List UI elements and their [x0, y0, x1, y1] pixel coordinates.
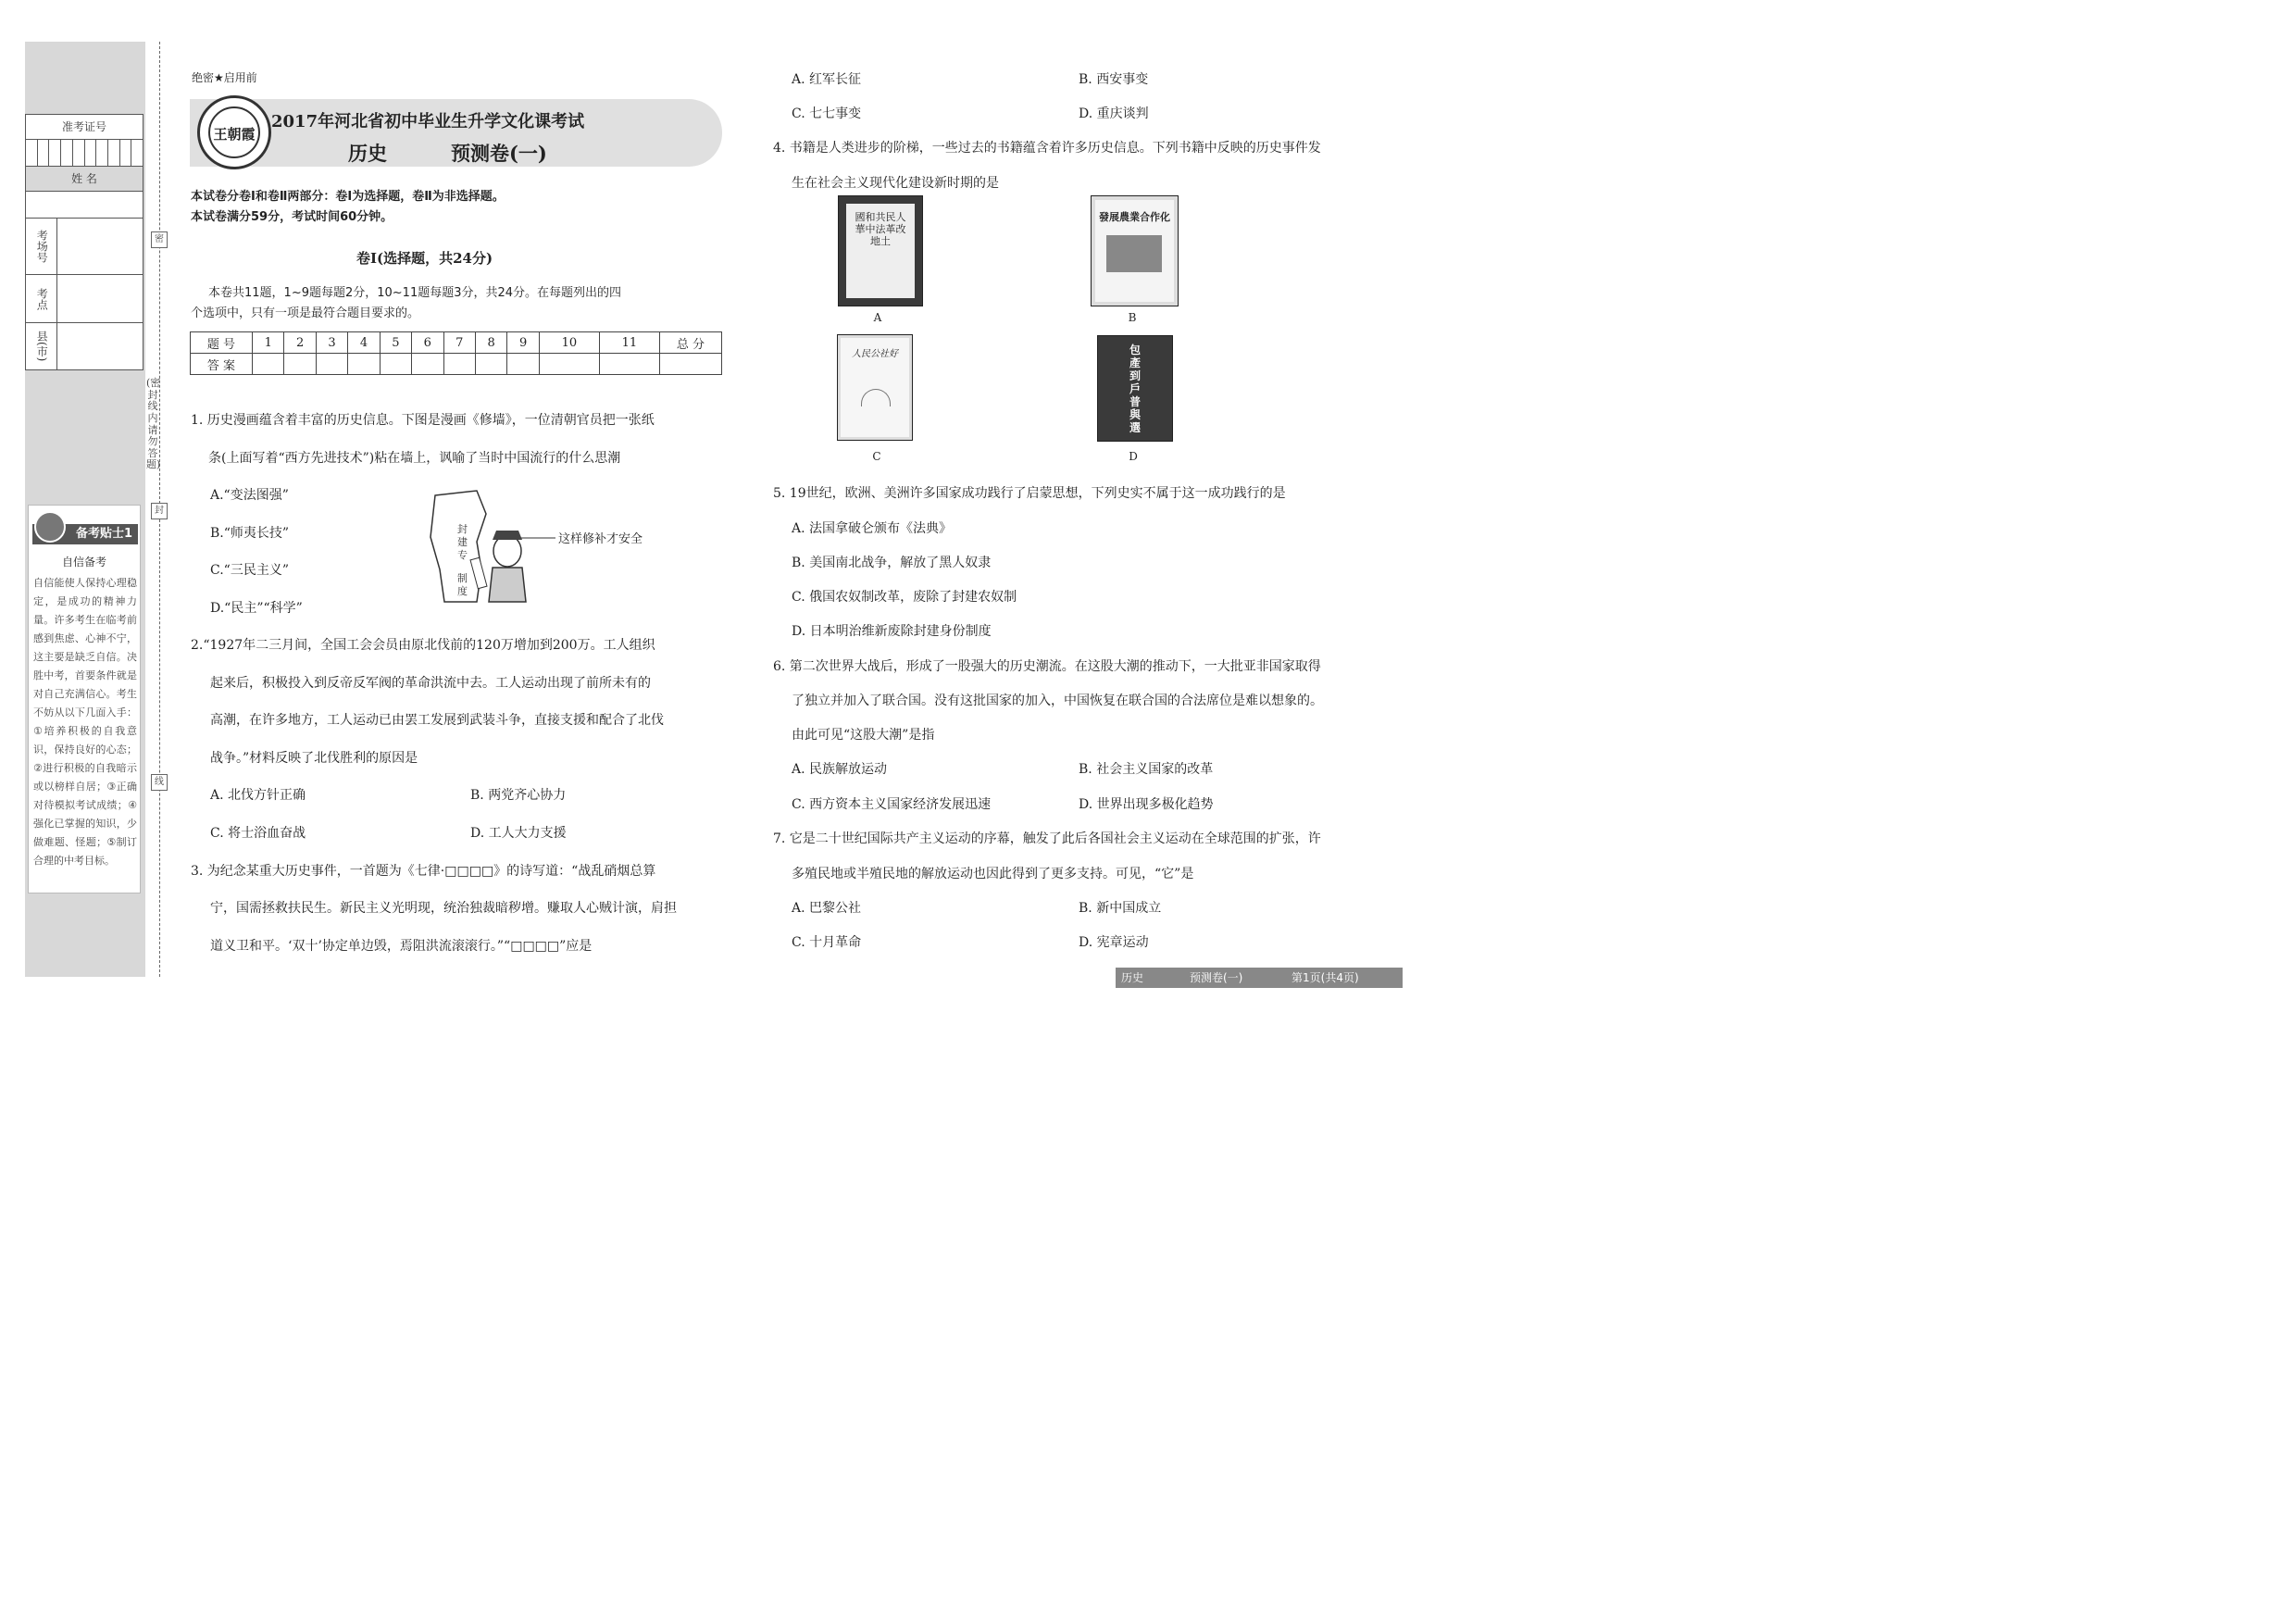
logo-text: 王朝霞 [208, 106, 260, 158]
table-header-cell: 3 [316, 332, 347, 354]
answer-cell[interactable] [412, 354, 443, 375]
tip-box [28, 505, 141, 893]
q2-stem-line-2: 起来后，积极投入到反帝反军阀的革命洪流中去。工人运动出现了前所未有的 [210, 676, 651, 691]
table-header-cell: 11 [599, 332, 659, 354]
answer-row-label: 答 案 [191, 354, 253, 375]
q6-stem-line-3: 由此可见“这股大潮”是指 [792, 728, 935, 743]
exam-point-label: 考点 [26, 275, 57, 322]
q5-stem: 5. 19世纪，欧洲、美洲许多国家成功践行了启蒙思想，下列史实不属于这一成功践行的是 [773, 486, 1286, 501]
footer-page: 第1页(共4页) [1292, 971, 1359, 984]
book-b-cover-title: 發展農業合作化 [1099, 211, 1170, 223]
answer-cell[interactable] [348, 354, 380, 375]
intro-line-1: 本试卷分卷Ⅰ和卷Ⅱ两部分：卷Ⅰ为选择题，卷Ⅱ为非选择题。 [191, 190, 505, 204]
table-header-cell: 8 [475, 332, 506, 354]
book-d-image[interactable] [1097, 335, 1173, 442]
book-b-label: B [1128, 311, 1137, 324]
tip-banner: 备考贴士1 [32, 524, 138, 544]
book-d-label: D [1129, 450, 1138, 463]
q1-option-b[interactable]: B.“师夷长技” [210, 526, 290, 541]
q3-option-a[interactable]: A. 红军长征 [792, 72, 862, 87]
q5-option-b[interactable]: B. 美国南北战争，解放了黑人奴隶 [792, 556, 992, 570]
seal-char-mi: 密 [151, 231, 168, 248]
q6-option-c[interactable]: C. 西方资本主义国家经济发展迅速 [792, 797, 992, 812]
answer-cell[interactable] [253, 354, 284, 375]
section-title: 卷Ⅰ(选择题，共24分) [356, 250, 493, 267]
q5-option-a[interactable]: A. 法国拿破仑颁布《法典》 [792, 521, 953, 536]
table-header-cell: 1 [253, 332, 284, 354]
q3-option-b[interactable]: B. 西安事变 [1079, 72, 1149, 87]
subject-title: 历史 [348, 142, 387, 165]
answer-cell[interactable] [284, 354, 316, 375]
q2-option-d[interactable]: D. 工人大力支援 [470, 826, 567, 841]
q3-stem-line-3: 道义卫和平。‘双十’协定单边毁，焉阻洪流滚滚行。”“□□□□”应是 [210, 939, 593, 954]
exam-site-label: 考场号 [26, 219, 57, 274]
exam-site-row[interactable] [26, 219, 143, 275]
table-header-cell: 总 分 [660, 332, 722, 354]
q5-option-c[interactable]: C. 俄国农奴制改革，废除了封建农奴制 [792, 590, 1017, 605]
wall-char: 制 [457, 572, 468, 584]
secret-mark: 绝密★启用前 [192, 71, 257, 84]
seal-char-feng: 封 [151, 503, 168, 519]
id-label-row [26, 115, 143, 140]
wall-char: 建 [457, 536, 468, 548]
exam-point-row[interactable] [26, 275, 143, 323]
q6-option-b[interactable]: B. 社会主义国家的改革 [1079, 762, 1214, 777]
answer-cell[interactable] [599, 354, 659, 375]
county-label: 县(市) [26, 323, 57, 369]
q6-option-a[interactable]: A. 民族解放运动 [792, 762, 888, 777]
repair-wall-cartoon [426, 486, 667, 606]
q7-option-a[interactable]: A. 巴黎公社 [792, 901, 862, 916]
section-instruction-2: 个选项中，只有一项是最符合题目要求的。 [191, 306, 420, 320]
q3-stem-line-1: 3. 为纪念某重大历史事件，一首题为《七律·□□□□》的诗写道：“战乱硝烟总算 [191, 864, 656, 879]
q4-stem-line-2: 生在社会主义现代化建设新时期的是 [792, 176, 999, 191]
sunrise-icon [861, 389, 891, 406]
book-b-image[interactable] [1091, 195, 1179, 306]
book-c-image[interactable] [837, 334, 913, 441]
id-cells-row[interactable] [26, 140, 143, 167]
book-a-cover-title: 國和共民人華中法革改地土 [855, 211, 906, 247]
footer-paper: 预测卷(一) [1190, 971, 1243, 984]
answer-table-header-row [191, 332, 722, 354]
book-a-image[interactable] [838, 195, 923, 306]
q1-stem-line-2: 条(上面写着“西方先进技术”)粘在墙上，讽喻了当时中国流行的什么思潮 [208, 451, 621, 466]
county-row[interactable] [26, 323, 143, 369]
book-d-cover-title: 包產到戶普與選 [1129, 344, 1142, 434]
table-header-cell: 题 号 [191, 332, 253, 354]
name-field[interactable] [26, 192, 143, 219]
q7-stem-line-2: 多殖民地或半殖民地的解放运动也因此得到了更多支持。可见，“它”是 [792, 867, 1194, 881]
q6-option-d[interactable]: D. 世界出现多极化趋势 [1079, 797, 1214, 812]
book-b-photo [1106, 235, 1162, 272]
q7-option-b[interactable]: B. 新中国成立 [1079, 901, 1162, 916]
q7-option-c[interactable]: C. 十月革命 [792, 935, 862, 950]
book-c-cover-title: 人民公社好 [852, 349, 898, 359]
tip-text: 自信能使人保持心理稳定，是成功的精神力量。许多考生在临考前感到焦虑、心神不宁，这主要是缺乏自信。决胜中考，首要条件就是对自己充满信心。考生不妨从以下几面入手：①培养积极的自我意识，保持良好的心态；②进行积极的自我暗示或以榜样自居；③正确对待模拟考试成绩；④强化已掌握的知识，少做难题、怪题；⑤制订合理的中考目标。 [33, 577, 137, 867]
answer-cell[interactable] [507, 354, 539, 375]
exam-title: 2017年河北省初中毕业生升学文化课考试 [271, 112, 585, 131]
seal-note: (密封线内请勿答题) [146, 377, 161, 471]
q6-stem-line-2: 了独立并加入了联合国。没有这批国家的加入，中国恢复在联合国的合法席位是难以想象的。 [792, 694, 1323, 708]
scholar-avatar-icon [34, 511, 66, 543]
wall-char: 度 [457, 585, 468, 597]
answer-table-answer-row [191, 354, 722, 375]
seal-char-xian: 线 [151, 774, 168, 791]
cartoon-caption: 这样修补才安全 [558, 532, 643, 546]
q4-stem-line-1: 4. 书籍是人类进步的阶梯，一些过去的书籍蕴含着许多历史信息。下列书籍中反映的历史事件发 [773, 141, 1321, 156]
table-header-cell: 5 [380, 332, 411, 354]
q1-option-d[interactable]: D.“民主”“科学” [210, 601, 303, 616]
q7-stem-line-1: 7. 它是二十世纪国际共产主义运动的序幕，触发了此后各国社会主义运动在全球范围的扩张，许 [773, 831, 1321, 846]
q2-stem-line-3: 高潮，在许多地方，工人运动已由罢工发展到武装斗争，直接支援和配合了北伐 [210, 713, 664, 728]
answer-cell[interactable] [316, 354, 347, 375]
q2-stem-line-1: 2.“1927年二三月间，全国工会会员由原北伐前的120万增加到200万。工人组织 [191, 638, 655, 653]
answer-cell[interactable] [443, 354, 475, 375]
name-label-row [26, 167, 143, 192]
answer-cell[interactable] [475, 354, 506, 375]
answer-table [190, 331, 722, 375]
q5-option-d[interactable]: D. 日本明治维新废除封建身份制度 [792, 624, 992, 639]
paper-title: 预测卷(一) [451, 142, 547, 165]
answer-cell[interactable] [539, 354, 599, 375]
section-instruction-1: 本卷共11题，1~9题每题2分，10~11题每题3分，共24分。在每题列出的四 [208, 286, 622, 300]
q1-option-a[interactable]: A.“变法图强” [210, 488, 289, 503]
student-info-box [25, 114, 144, 370]
q3-option-c[interactable]: C. 七七事变 [792, 106, 862, 121]
book-c-label: C [872, 450, 881, 463]
page-footer [1116, 968, 1403, 988]
wall-char: 封 [457, 523, 468, 535]
table-header-cell: 6 [412, 332, 443, 354]
q1-option-c[interactable]: C.“三民主义” [210, 563, 289, 578]
wall-char: 专 [457, 549, 468, 561]
total-score-cell[interactable] [660, 354, 722, 375]
q2-option-c[interactable]: C. 将士浴血奋战 [210, 826, 306, 841]
tip-title: 自信备考 [61, 556, 106, 569]
q2-stem-line-4: 战争。”材料反映了北伐胜利的原因是 [210, 751, 418, 766]
q1-stem-line-1: 1. 历史漫画蕴含着丰富的历史信息。下图是漫画《修墙》，一位清朝官员把一张纸 [191, 413, 655, 428]
table-header-cell: 10 [539, 332, 599, 354]
book-a-label: A [873, 311, 882, 324]
footer-subject: 历史 [1121, 971, 1144, 984]
publisher-logo [197, 95, 271, 169]
q3-option-d[interactable]: D. 重庆谈判 [1079, 106, 1149, 121]
table-header-cell: 4 [348, 332, 380, 354]
table-header-cell: 9 [507, 332, 539, 354]
answer-cell[interactable] [380, 354, 411, 375]
q7-option-d[interactable]: D. 宪章运动 [1079, 935, 1149, 950]
table-header-cell: 2 [284, 332, 316, 354]
id-label: 准考证号 [61, 120, 106, 133]
q6-stem-line-1: 6. 第二次世界大战后，形成了一股强大的历史潮流。在这股大潮的推动下，一大批亚非国家取得 [773, 659, 1321, 674]
q3-stem-line-2: 宁，国需拯救扶民生。新民主义光明现，统治独裁暗秽增。赚取人心贼计演，肩担 [210, 901, 677, 916]
table-header-cell: 7 [443, 332, 475, 354]
name-label: 姓 名 [71, 172, 97, 185]
q2-option-b[interactable]: B. 两党齐心协力 [470, 788, 567, 803]
q2-option-a[interactable]: A. 北伐方针正确 [210, 788, 306, 803]
intro-line-2: 本试卷满分59分，考试时间60分钟。 [191, 210, 393, 224]
